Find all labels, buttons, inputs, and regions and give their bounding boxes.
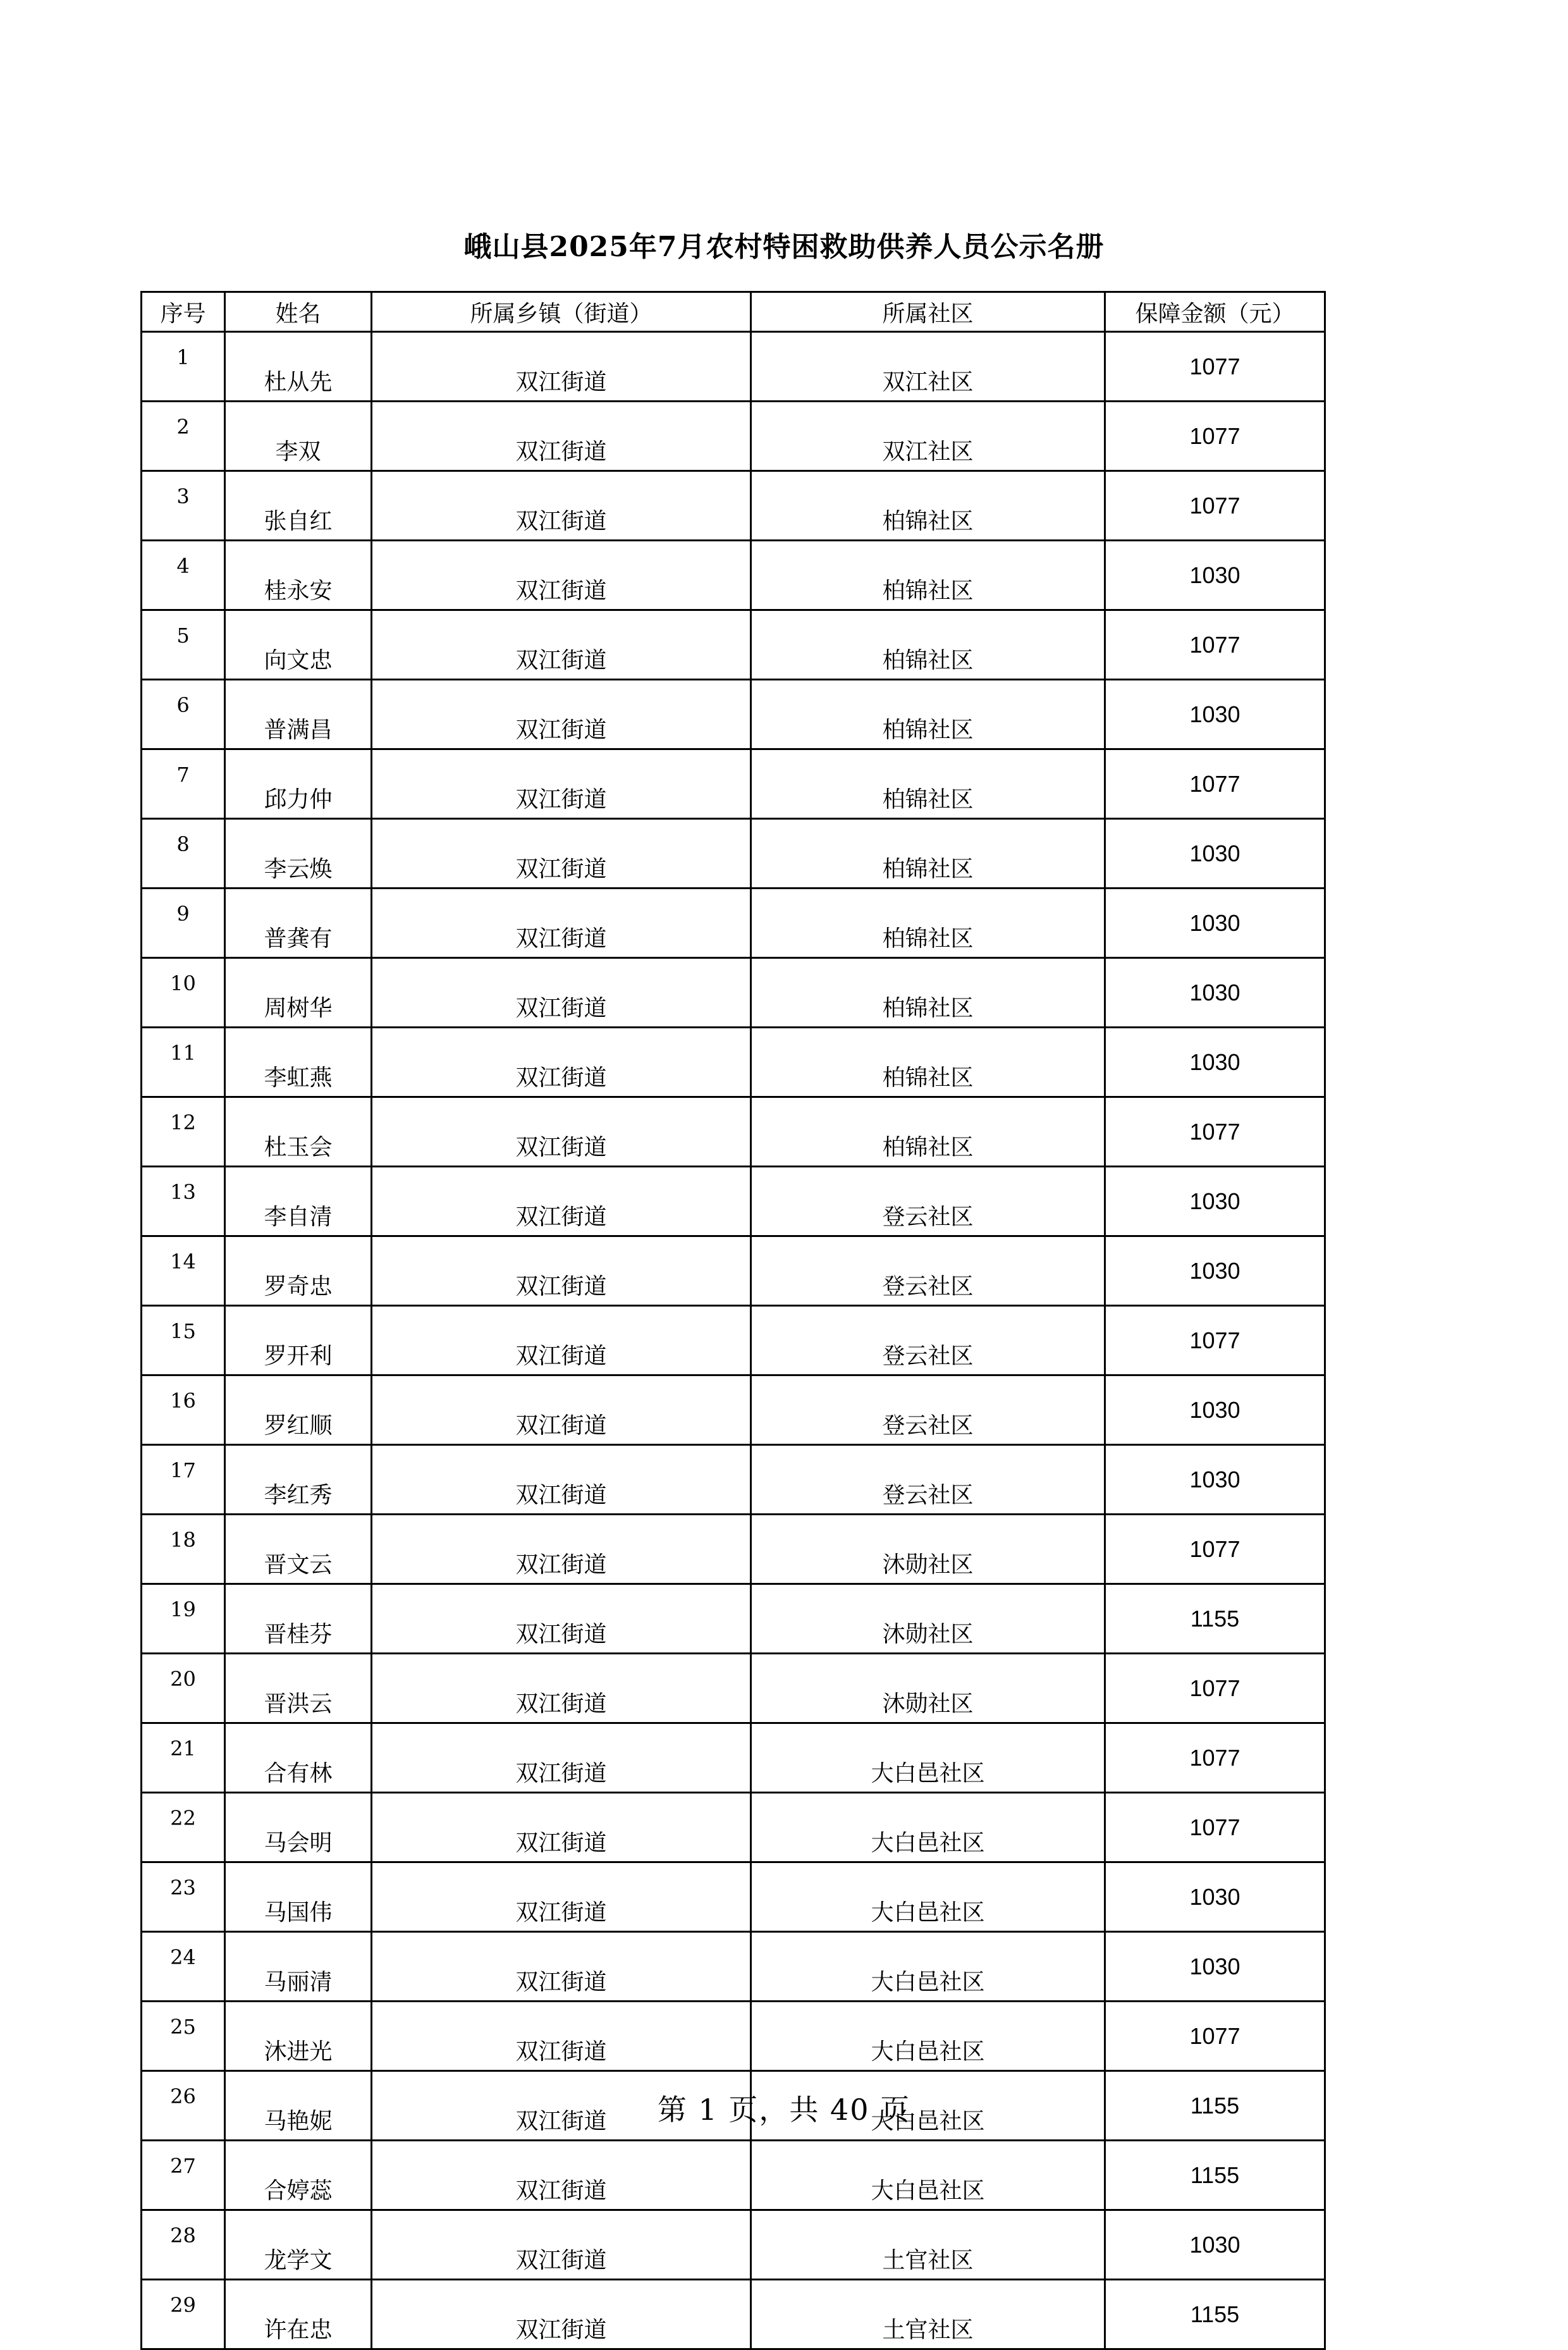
cell-name: 桂永安: [225, 541, 372, 610]
cell-township: 双江街道: [372, 2002, 751, 2071]
cell-name: 普龚有: [225, 889, 372, 958]
cell-community: 柏锦社区: [751, 1097, 1105, 1167]
header-community: 所属社区: [751, 292, 1105, 332]
table-row: [142, 471, 1325, 541]
cell-name: 杜玉会: [225, 1097, 372, 1167]
table-row: [142, 541, 1325, 610]
cell-serial-number: 2: [142, 402, 225, 471]
cell-township: 双江街道: [372, 471, 751, 541]
cell-amount: 1030: [1105, 1445, 1325, 1515]
cell-community: 登云社区: [751, 1445, 1105, 1515]
cell-amount: 1030: [1105, 1375, 1325, 1445]
cell-township: 双江街道: [372, 2210, 751, 2280]
cell-name: 晋桂芬: [225, 1584, 372, 1654]
cell-name: 合婷蕊: [225, 2141, 372, 2210]
cell-community: 大白邑社区: [751, 1932, 1105, 2002]
table-row: [142, 1375, 1325, 1445]
roster-table: [140, 291, 1326, 2350]
cell-township: 双江街道: [372, 1097, 751, 1167]
cell-serial-number: 4: [142, 541, 225, 610]
cell-amount: 1155: [1105, 2141, 1325, 2210]
table-row: [142, 1862, 1325, 1932]
cell-serial-number: 3: [142, 471, 225, 541]
cell-community: 沐勋社区: [751, 1515, 1105, 1584]
cell-community: 大白邑社区: [751, 1793, 1105, 1862]
cell-name: 李云焕: [225, 819, 372, 889]
table-header-row: [142, 292, 1325, 332]
table-row: [142, 1445, 1325, 1515]
cell-name: 龙学文: [225, 2210, 372, 2280]
cell-amount: 1030: [1105, 2210, 1325, 2280]
cell-serial-number: 12: [142, 1097, 225, 1167]
cell-township: 双江街道: [372, 958, 751, 1028]
cell-serial-number: 17: [142, 1445, 225, 1515]
cell-name: 李双: [225, 402, 372, 471]
table-row: [142, 610, 1325, 680]
cell-amount: 1030: [1105, 958, 1325, 1028]
cell-name: 邱力仲: [225, 749, 372, 819]
cell-amount: 1030: [1105, 541, 1325, 610]
cell-serial-number: 28: [142, 2210, 225, 2280]
cell-amount: 1077: [1105, 471, 1325, 541]
cell-community: 柏锦社区: [751, 819, 1105, 889]
cell-name: 张自红: [225, 471, 372, 541]
cell-township: 双江街道: [372, 402, 751, 471]
cell-community: 登云社区: [751, 1167, 1105, 1236]
cell-township: 双江街道: [372, 1793, 751, 1862]
cell-serial-number: 24: [142, 1932, 225, 2002]
table-row: [142, 749, 1325, 819]
cell-serial-number: 29: [142, 2280, 225, 2349]
cell-amount: 1077: [1105, 1515, 1325, 1584]
table-row: [142, 1097, 1325, 1167]
cell-serial-number: 10: [142, 958, 225, 1028]
cell-amount: 1077: [1105, 1306, 1325, 1375]
cell-amount: 1030: [1105, 1028, 1325, 1097]
cell-community: 双江社区: [751, 402, 1105, 471]
cell-township: 双江街道: [372, 1654, 751, 1723]
cell-name: 合有林: [225, 1723, 372, 1793]
cell-community: 登云社区: [751, 1236, 1105, 1306]
cell-serial-number: 7: [142, 749, 225, 819]
header-serial-number: 序号: [142, 292, 225, 332]
cell-township: 双江街道: [372, 749, 751, 819]
cell-community: 大白邑社区: [751, 2002, 1105, 2071]
cell-name: 李自清: [225, 1167, 372, 1236]
cell-community: 柏锦社区: [751, 958, 1105, 1028]
cell-township: 双江街道: [372, 1306, 751, 1375]
cell-community: 柏锦社区: [751, 889, 1105, 958]
cell-community: 沐勋社区: [751, 1654, 1105, 1723]
cell-amount: 1030: [1105, 1236, 1325, 1306]
table-row: [142, 1028, 1325, 1097]
cell-serial-number: 13: [142, 1167, 225, 1236]
cell-amount: 1030: [1105, 889, 1325, 958]
cell-name: 晋洪云: [225, 1654, 372, 1723]
cell-serial-number: 20: [142, 1654, 225, 1723]
header-township: 所属乡镇（街道）: [372, 292, 751, 332]
cell-amount: 1077: [1105, 749, 1325, 819]
table-row: [142, 2002, 1325, 2071]
cell-township: 双江街道: [372, 819, 751, 889]
cell-amount: 1077: [1105, 1654, 1325, 1723]
table-row: [142, 819, 1325, 889]
table-row: [142, 1793, 1325, 1862]
header-amount: 保障金额（元）: [1105, 292, 1325, 332]
table-row: [142, 332, 1325, 402]
cell-name: 罗红顺: [225, 1375, 372, 1445]
cell-amount: 1077: [1105, 2002, 1325, 2071]
table-row: [142, 1723, 1325, 1793]
cell-serial-number: 16: [142, 1375, 225, 1445]
cell-serial-number: 5: [142, 610, 225, 680]
cell-township: 双江街道: [372, 610, 751, 680]
cell-township: 双江街道: [372, 1862, 751, 1932]
cell-community: 沐勋社区: [751, 1584, 1105, 1654]
cell-township: 双江街道: [372, 2071, 751, 2141]
cell-serial-number: 23: [142, 1862, 225, 1932]
cell-amount: 1077: [1105, 1793, 1325, 1862]
cell-name: 周树华: [225, 958, 372, 1028]
cell-township: 双江街道: [372, 889, 751, 958]
cell-community: 登云社区: [751, 1306, 1105, 1375]
cell-township: 双江街道: [372, 1236, 751, 1306]
cell-township: 双江街道: [372, 1445, 751, 1515]
table-row: [142, 958, 1325, 1028]
cell-serial-number: 1: [142, 332, 225, 402]
table-row: [142, 2280, 1325, 2349]
cell-amount: 1077: [1105, 1097, 1325, 1167]
cell-name: 沐进光: [225, 2002, 372, 2071]
cell-township: 双江街道: [372, 2141, 751, 2210]
cell-serial-number: 21: [142, 1723, 225, 1793]
table-row: [142, 1932, 1325, 2002]
cell-name: 马艳妮: [225, 2071, 372, 2141]
cell-amount: 1030: [1105, 819, 1325, 889]
cell-amount: 1077: [1105, 1723, 1325, 1793]
table-row: [142, 680, 1325, 749]
cell-township: 双江街道: [372, 332, 751, 402]
cell-community: 柏锦社区: [751, 541, 1105, 610]
cell-amount: 1155: [1105, 2280, 1325, 2349]
cell-township: 双江街道: [372, 2280, 751, 2349]
cell-township: 双江街道: [372, 680, 751, 749]
cell-serial-number: 27: [142, 2141, 225, 2210]
cell-community: 土官社区: [751, 2210, 1105, 2280]
cell-amount: 1155: [1105, 2071, 1325, 2141]
cell-amount: 1077: [1105, 610, 1325, 680]
table-row: [142, 1167, 1325, 1236]
cell-serial-number: 26: [142, 2071, 225, 2141]
header-name: 姓名: [225, 292, 372, 332]
cell-community: 大白邑社区: [751, 2071, 1105, 2141]
table-row: [142, 1584, 1325, 1654]
table-row: [142, 402, 1325, 471]
cell-amount: 1077: [1105, 332, 1325, 402]
document-title: 峨山县2025年7月农村特困救助供养人员公示名册: [463, 231, 1105, 263]
cell-township: 双江街道: [372, 1028, 751, 1097]
cell-name: 向文忠: [225, 610, 372, 680]
cell-community: 柏锦社区: [751, 1028, 1105, 1097]
cell-community: 大白邑社区: [751, 2141, 1105, 2210]
cell-township: 双江街道: [372, 1723, 751, 1793]
cell-serial-number: 11: [142, 1028, 225, 1097]
cell-community: 柏锦社区: [751, 471, 1105, 541]
cell-serial-number: 8: [142, 819, 225, 889]
cell-name: 马国伟: [225, 1862, 372, 1932]
cell-name: 许在忠: [225, 2280, 372, 2349]
cell-serial-number: 25: [142, 2002, 225, 2071]
cell-name: 马会明: [225, 1793, 372, 1862]
cell-community: 登云社区: [751, 1375, 1105, 1445]
cell-amount: 1155: [1105, 1584, 1325, 1654]
cell-amount: 1030: [1105, 1932, 1325, 2002]
cell-name: 罗奇忠: [225, 1236, 372, 1306]
cell-serial-number: 18: [142, 1515, 225, 1584]
cell-community: 大白邑社区: [751, 1723, 1105, 1793]
cell-name: 李红秀: [225, 1445, 372, 1515]
table-row: [142, 2141, 1325, 2210]
cell-serial-number: 19: [142, 1584, 225, 1654]
cell-name: 晋文云: [225, 1515, 372, 1584]
cell-amount: 1030: [1105, 680, 1325, 749]
table-row: [142, 1515, 1325, 1584]
cell-township: 双江街道: [372, 1584, 751, 1654]
cell-amount: 1030: [1105, 1167, 1325, 1236]
table-row: [142, 2210, 1325, 2280]
cell-community: 柏锦社区: [751, 680, 1105, 749]
table-row: [142, 1236, 1325, 1306]
cell-township: 双江街道: [372, 1515, 751, 1584]
cell-township: 双江街道: [372, 541, 751, 610]
cell-township: 双江街道: [372, 1167, 751, 1236]
table-row: [142, 1306, 1325, 1375]
cell-serial-number: 22: [142, 1793, 225, 1862]
cell-serial-number: 6: [142, 680, 225, 749]
cell-serial-number: 15: [142, 1306, 225, 1375]
cell-township: 双江街道: [372, 1932, 751, 2002]
cell-community: 大白邑社区: [751, 1862, 1105, 1932]
cell-serial-number: 14: [142, 1236, 225, 1306]
cell-name: 李虹燕: [225, 1028, 372, 1097]
cell-community: 双江社区: [751, 332, 1105, 402]
cell-amount: 1030: [1105, 1862, 1325, 1932]
table-row: [142, 1654, 1325, 1723]
page-footer: 第 1 页，共 40 页: [657, 2093, 911, 2127]
cell-serial-number: 9: [142, 889, 225, 958]
cell-community: 柏锦社区: [751, 749, 1105, 819]
cell-name: 杜从先: [225, 332, 372, 402]
cell-community: 柏锦社区: [751, 610, 1105, 680]
cell-township: 双江街道: [372, 1375, 751, 1445]
cell-name: 罗开利: [225, 1306, 372, 1375]
table-row: [142, 889, 1325, 958]
cell-name: 普满昌: [225, 680, 372, 749]
cell-name: 马丽清: [225, 1932, 372, 2002]
cell-community: 土官社区: [751, 2280, 1105, 2349]
cell-amount: 1077: [1105, 402, 1325, 471]
